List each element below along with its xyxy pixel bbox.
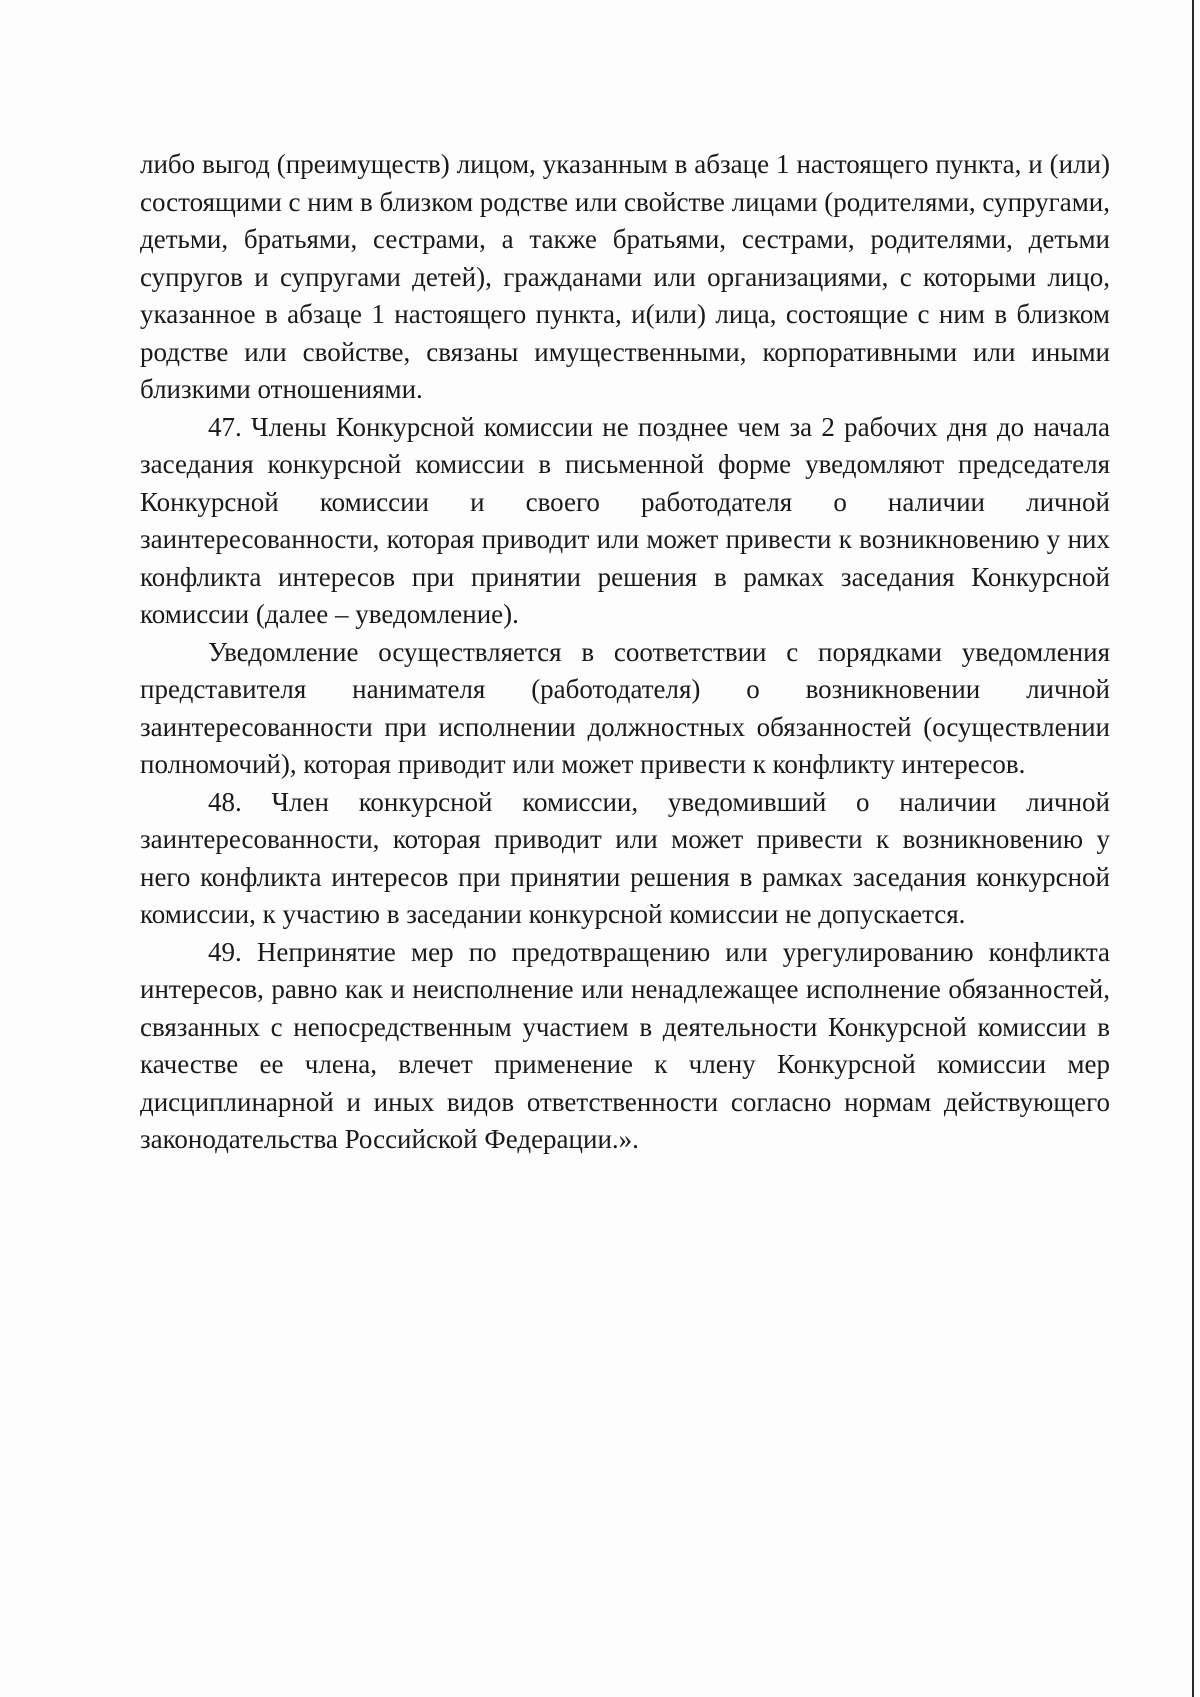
paragraph-continuation: либо выгод (преимуществ) лицом, указанным в абзаце 1 настоящего пункта, и (или) состоящими с ним в близком родстве или свойстве лицами (родителями, супругами, детьми, братьями, сестрами, а также братьями, сестрами, родителями, детьми супругов и супругами детей), гражданами или организациями, с которыми лицо, указанное в абзаце 1 настоящего пункта, и(или) лица, состоящие с ним в близком родстве или свойстве, связаны имущественными, корпоративными или иными близкими отношениями. [140, 149, 1110, 404]
page-edge-line [1192, 0, 1194, 1697]
paragraph-item-48: 48. Член конкурсной комиссии, уведомивший о наличии личной заинтересованности, которая приводит или может привести к возникновению у него конфликта интересов при принятии решения в рамках заседания конкурсной комиссии, к участию в заседании конкурсной комиссии не допускается. [140, 786, 1110, 929]
paragraph-notification: Уведомление осуществляется в соответствии с порядками уведомления представителя нанимателя (работодателя) о возникновении личной заинтересованности при исполнении должностных обязанностей (осуществлении полномочий), которая приводит или может привести к конфликту интересов. [140, 636, 1110, 779]
paragraph-item-49: 49. Непринятие мер по предотвращению или урегулированию конфликта интересов, равно как и неисполнение или ненадлежащее исполнение обязанностей, связанных с непосредственным участием в деятельности Конкурсной комиссии в качестве ее члена, влечет применение к члену Конкурсной комиссии мер дисциплинарной и иных видов ответственности согласно нормам действующего законодательства Российской Федерации.». [140, 936, 1110, 1154]
paragraph-item-47: 47. Члены Конкурсной комиссии не позднее чем за 2 рабочих дня до начала заседания конкурсной комиссии в письменной форме уведомляют председателя Конкурсной комиссии и своего работодателя о наличии личной заинтересованности, которая приводит или может привести к возникновению у них конфликта интересов при принятии решения в рамках заседания Конкурсной комиссии (далее – уведомление). [140, 411, 1110, 629]
document-body [140, 146, 1110, 1159]
